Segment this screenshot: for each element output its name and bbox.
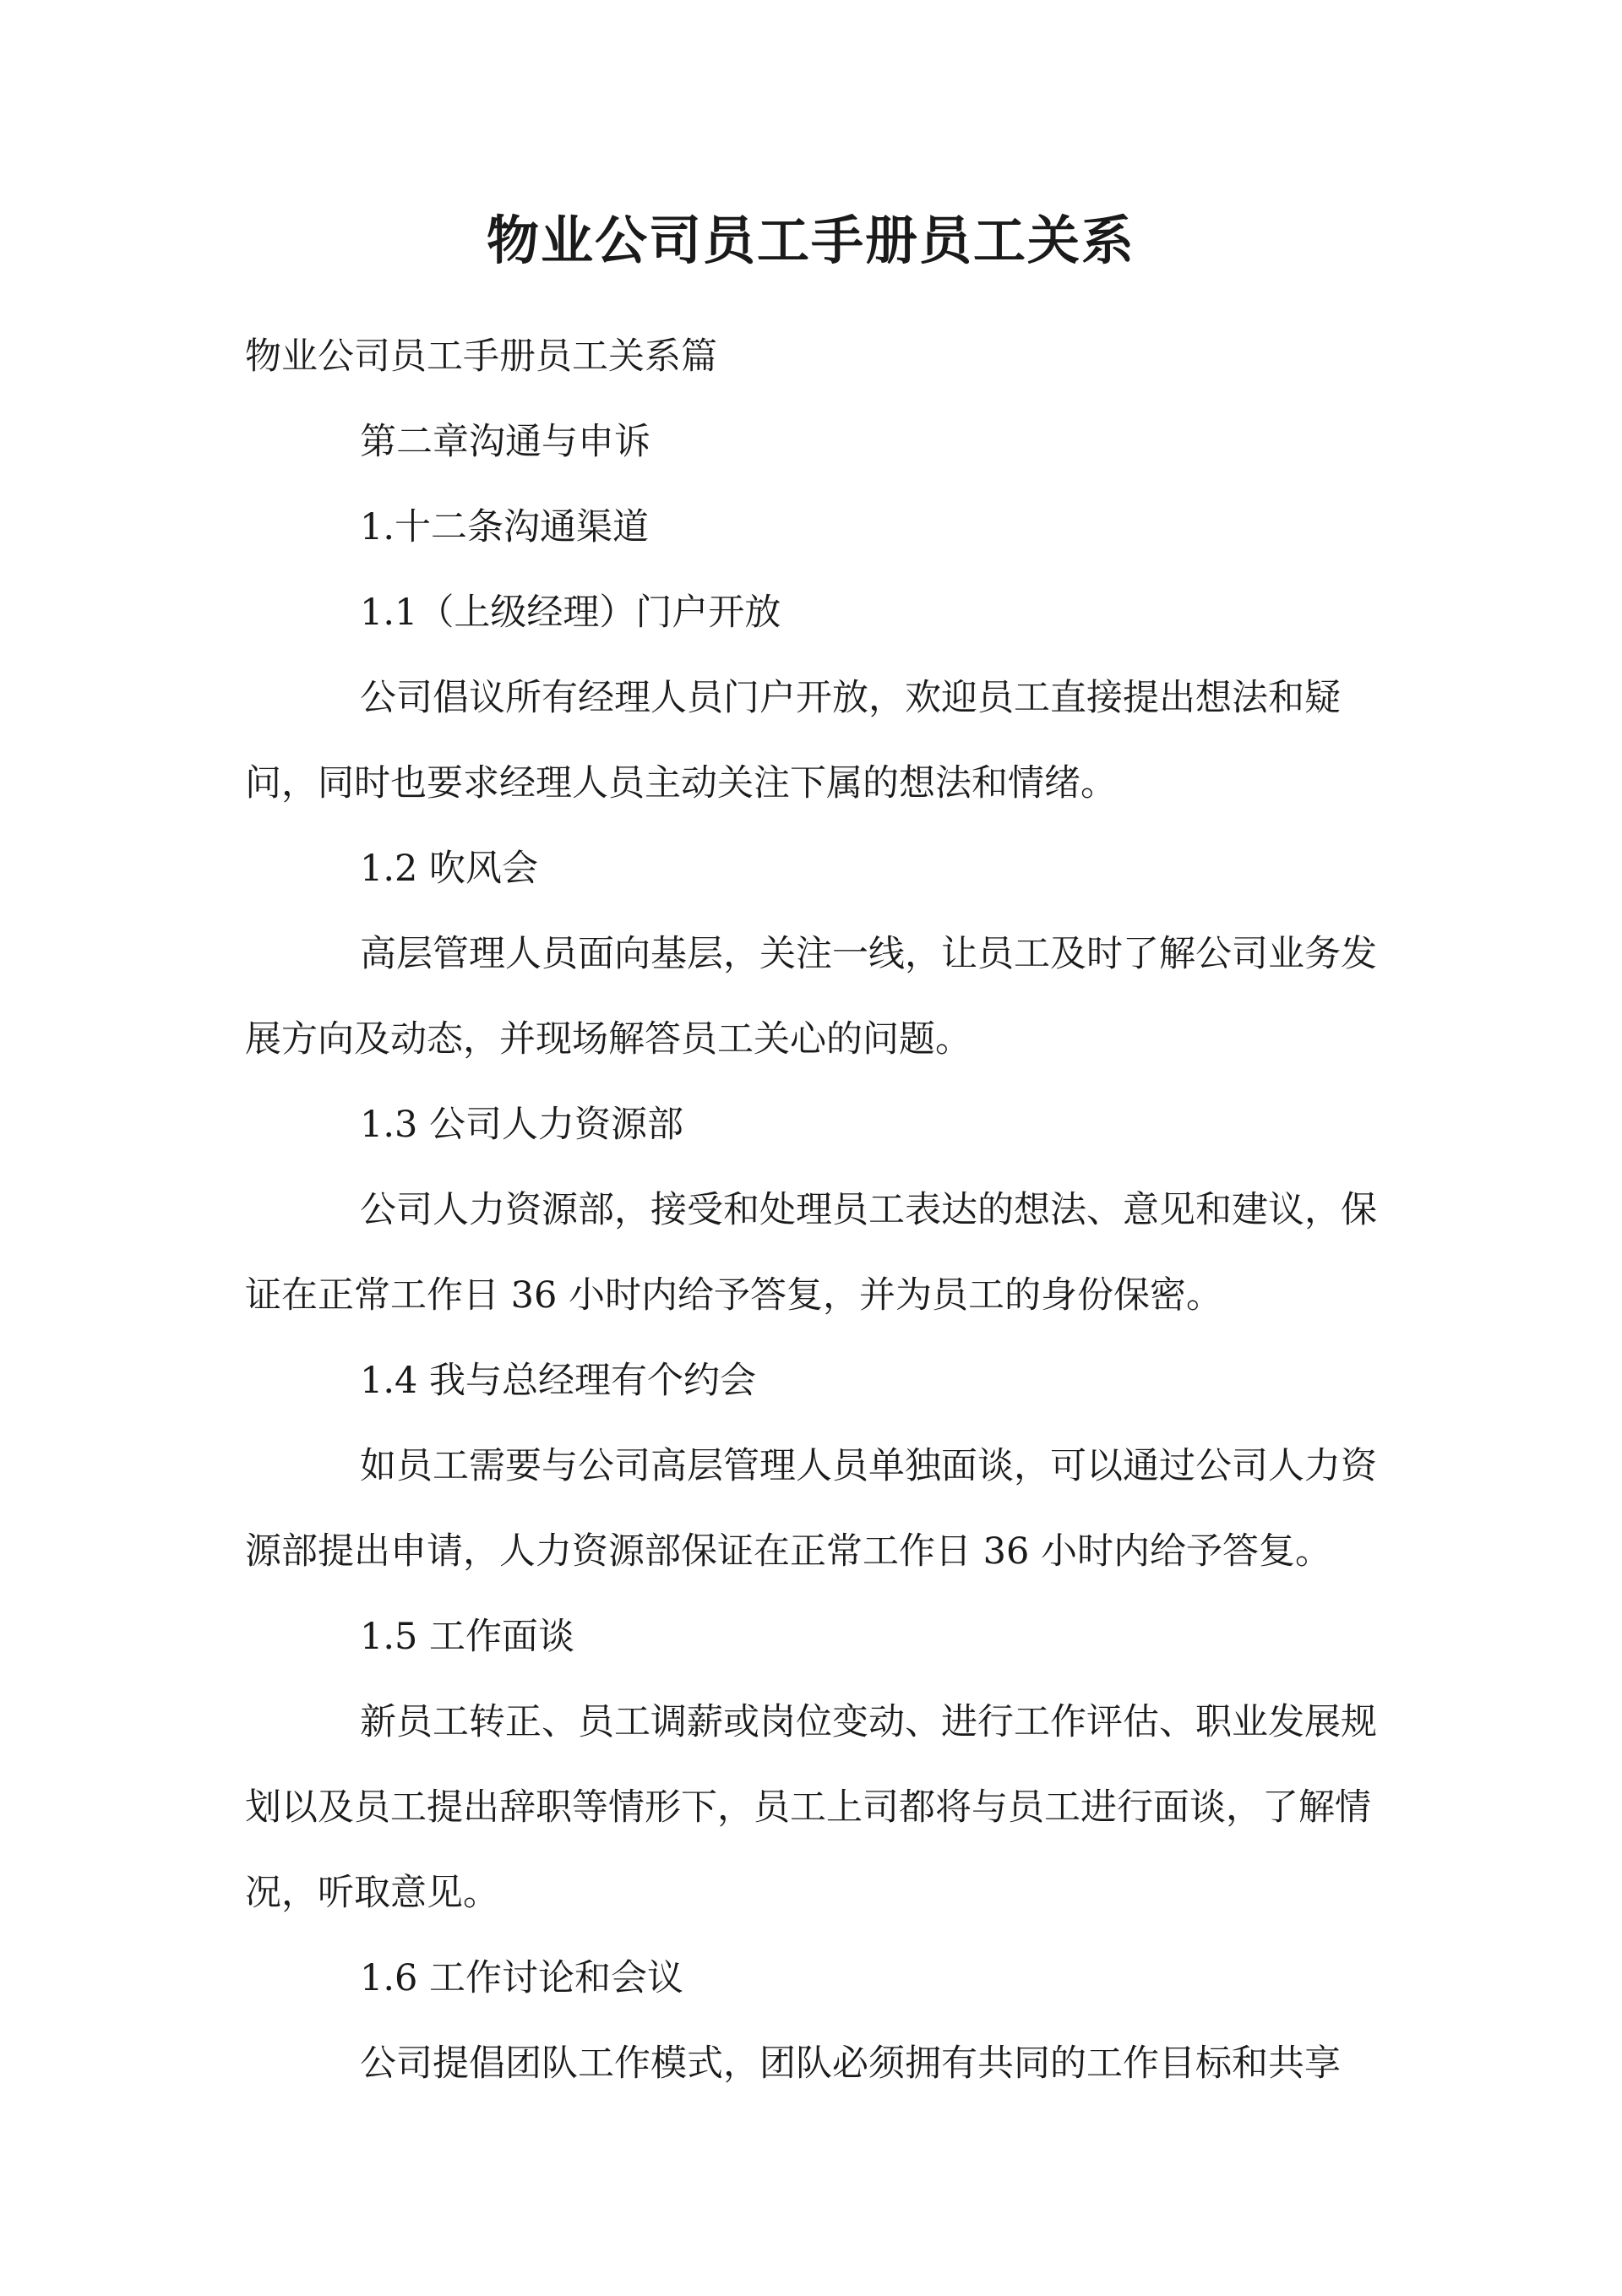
subsection-heading: 1.1（上级经理）门户开放 — [360, 592, 781, 634]
subsection-heading: 1.4 我与总经理有个约会 — [360, 1360, 757, 1402]
subsection-heading: 1.3 公司人力资源部 — [360, 1104, 684, 1146]
section-heading: 1.十二条沟通渠道 — [360, 506, 650, 548]
document-subtitle: 物业公司员工手册员工关系篇 — [245, 335, 717, 378]
subsection-heading: 1.2 吹风会 — [360, 848, 539, 890]
body-paragraph: 公司提倡团队工作模式，团队必须拥有共同的工作目标和共享 — [360, 2042, 1341, 2085]
subsection-heading: 1.6 工作讨论和会议 — [360, 1957, 684, 1999]
body-paragraph: 高层管理人员面向基层，关注一线，让员工及时了解公司业务发展方向及动态，并现场解答员工关心的问题。 — [245, 933, 1377, 1061]
chapter-heading: 第二章沟通与申诉 — [360, 421, 650, 463]
document-body — [245, 314, 1377, 2107]
body-paragraph: 公司人力资源部，接受和处理员工表达的想法、意见和建议，保证在正常工作日 36 小时内给予答复，并为员工的身份保密。 — [245, 1189, 1377, 1317]
body-paragraph: 如员工需要与公司高层管理人员单独面谈，可以通过公司人力资源部提出申请，人力资源部保证在正常工作日 36 小时内给予答复。 — [245, 1445, 1377, 1573]
body-paragraph: 新员工转正、员工调薪或岗位变动、进行工作评估、职业发展规划以及员工提出辞职等情形下，员工上司都将与员工进行面谈，了解情况，听取意见。 — [245, 1701, 1377, 1914]
body-paragraph: 公司倡议所有经理人员门户开放，欢迎员工直接提出想法和疑问，同时也要求经理人员主动关注下属的想法和情绪。 — [245, 677, 1341, 804]
subsection-heading: 1.5 工作面谈 — [360, 1616, 575, 1658]
document-title: 物业公司员工手册员工关系 — [486, 210, 1135, 271]
